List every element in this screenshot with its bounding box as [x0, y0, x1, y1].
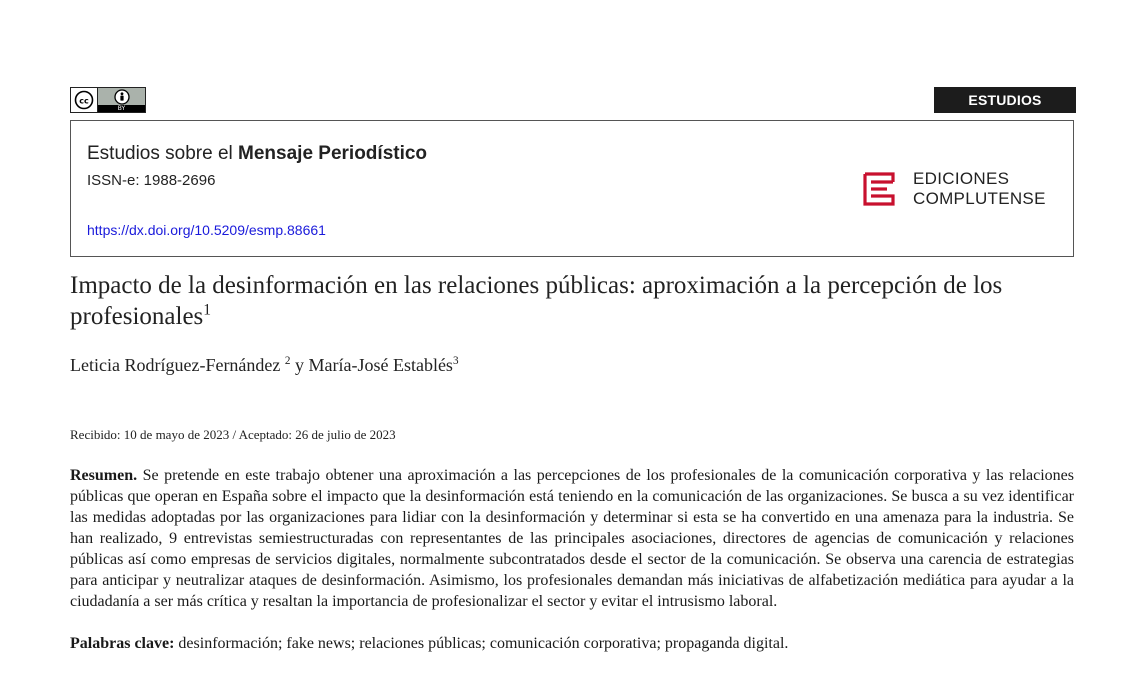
- author-1: Leticia Rodríguez-Fernández: [70, 355, 285, 375]
- publisher-block: [861, 169, 1046, 209]
- attribution-person-icon: [114, 89, 130, 105]
- title-footnote-marker[interactable]: 1: [203, 301, 212, 319]
- section-label: ESTUDIOS: [934, 87, 1076, 113]
- journal-header-box: [70, 120, 1074, 257]
- author-2-footnote-marker[interactable]: 3: [452, 355, 459, 367]
- author-2: y María-José Establés: [290, 355, 453, 375]
- keywords-label: Palabras clave:: [70, 635, 175, 652]
- authors-line: [70, 355, 459, 376]
- abstract: [70, 465, 1074, 612]
- ediciones-complutense-logo-icon: [861, 171, 897, 207]
- issn: ISSN-e: 1988-2696: [87, 172, 216, 189]
- publisher-line-2: COMPLUTENSE: [913, 189, 1046, 208]
- journal-name: [87, 143, 427, 165]
- abstract-text: Se pretende en este trabajo obtener una aproximación a las percepciones de los profesionales de la comunicación corporativa y las relaciones públicas que operan en España sobre el impacto que la desinformación está teniendo en la comunicación de las organizaciones. Se busca a su vez identificar las medidas adoptadas por las organizaciones para lidiar con la desinformación y determinar si esta se ha convertido en una amenaza para la industria. Se han realizado, 9 entrevistas semiestructuradas con representantes de las principales asociaciones, directores de agencias de comunicación y relaciones públicas así como empresas de servicios digitales, normalmente subcontratados desde el sector de la comunicación. Se observa una carencia de estrategias para anticipar y neutralizar ataques de desinformación. Asimismo, los profesionales demandan más iniciativas de alfabetización mediática para ayudar a la ciudadanía a ser más crítica y resaltan la importancia de profesionalizar el sector y evitar el intrusismo laboral.: [70, 467, 1074, 610]
- doi-link[interactable]: https://dx.doi.org/10.5209/esmp.88661: [87, 222, 326, 238]
- author-1-footnote-marker[interactable]: 2: [284, 355, 291, 367]
- cc-by-license-badge[interactable]: [70, 87, 146, 113]
- journal-name-prefix: Estudios sobre el: [87, 143, 239, 164]
- publisher-line-1: EDICIONES: [913, 169, 1010, 188]
- article-title-text: Impacto de la desinformación en las relaciones públicas: aproximación a la percepción de los profesionales: [70, 272, 1003, 330]
- by-label: BY: [98, 105, 145, 112]
- journal-name-bold: Mensaje Periodístico: [238, 143, 428, 164]
- keywords-text: desinformación; fake news; relaciones públicas; comunicación corporativa; propaganda digital.: [174, 635, 789, 652]
- publisher-name: [913, 169, 1046, 209]
- by-section: [98, 88, 145, 112]
- svg-text:cc: cc: [79, 96, 89, 106]
- abstract-label: Resumen.: [70, 467, 138, 484]
- keywords: [70, 633, 1074, 654]
- article-title: [70, 270, 1080, 332]
- received-accepted-dates: Recibido: 10 de mayo de 2023 / Aceptado: 26 de julio de 2023: [70, 427, 396, 442]
- cc-icon: [71, 88, 98, 112]
